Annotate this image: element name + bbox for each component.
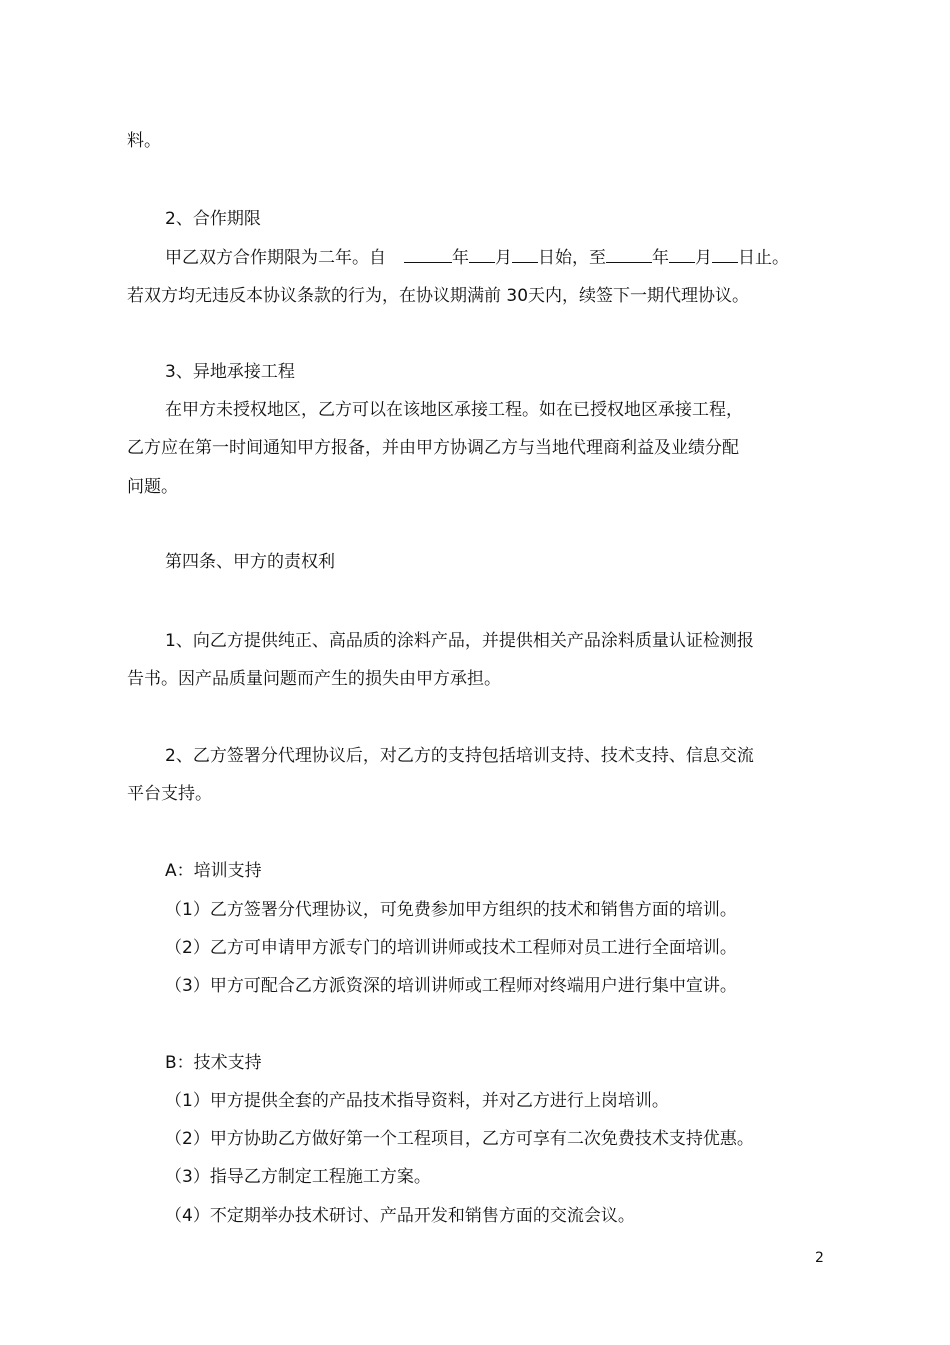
blank-field (404, 246, 452, 263)
paragraph-line-term (165, 246, 789, 269)
list-item: （3）指导乙方制定工程施工方案。 (165, 1167, 431, 1187)
subsection-heading: A：培训支持 (165, 861, 262, 881)
paragraph-line: 平台支持。 (127, 784, 212, 804)
blank-field (469, 246, 495, 263)
section-heading: 3、异地承接工程 (165, 362, 295, 382)
list-item: （2）甲方协助乙方做好第一个工程项目，乙方可享有二次免费技术支持优惠。 (165, 1129, 754, 1149)
paragraph-line: 问题。 (127, 477, 178, 497)
paragraph-line: 在甲方未授权地区，乙方可以在该地区承接工程。如在已授权地区承接工程， (165, 400, 743, 420)
list-item: （3）甲方可配合乙方派资深的培训讲师或工程师对终端用户进行集中宣讲。 (165, 976, 737, 996)
paragraph-line: 2、乙方签署分代理协议后，对乙方的支持包括培训支持、技术支持、信息交流 (165, 746, 754, 766)
term-month: 月 (695, 248, 712, 268)
blank-field (606, 246, 652, 263)
paragraph-line: 若双方均无违反本协议条款的行为，在协议期满前 30天内，续签下一期代理协议。 (127, 286, 750, 306)
page-number: 2 (815, 1250, 824, 1266)
section-heading: 2、合作期限 (165, 209, 261, 229)
blank-field (669, 246, 695, 263)
term-month: 月 (495, 248, 512, 268)
paragraph-line: 1、向乙方提供纯正、高品质的涂料产品，并提供相关产品涂料质量认证检测报 (165, 631, 754, 651)
term-year: 年 (452, 248, 469, 268)
term-day: 日始，至 (538, 248, 606, 268)
blank-field (712, 246, 738, 263)
blank-field (512, 246, 538, 263)
subsection-heading: B：技术支持 (165, 1053, 262, 1073)
term-prefix: 甲乙双方合作期限为二年。自 (165, 248, 386, 268)
list-item: （2）乙方可申请甲方派专门的培训讲师或技术工程师对员工进行全面培训。 (165, 938, 737, 958)
list-item: （1）乙方签署分代理协议，可免费参加甲方组织的技术和销售方面的培训。 (165, 900, 737, 920)
term-day: 日止。 (738, 248, 789, 268)
paragraph-line: 告书。因产品质量问题而产生的损失由甲方承担。 (127, 669, 501, 689)
article-heading: 第四条、甲方的责权利 (165, 552, 335, 572)
paragraph-line: 料。 (127, 131, 161, 151)
term-year: 年 (652, 248, 669, 268)
paragraph-line: 乙方应在第一时间通知甲方报备，并由甲方协调乙方与当地代理商利益及业绩分配 (127, 438, 739, 458)
list-item: （4）不定期举办技术研讨、产品开发和销售方面的交流会议。 (165, 1206, 635, 1226)
list-item: （1）甲方提供全套的产品技术指导资料，并对乙方进行上岗培训。 (165, 1091, 669, 1111)
